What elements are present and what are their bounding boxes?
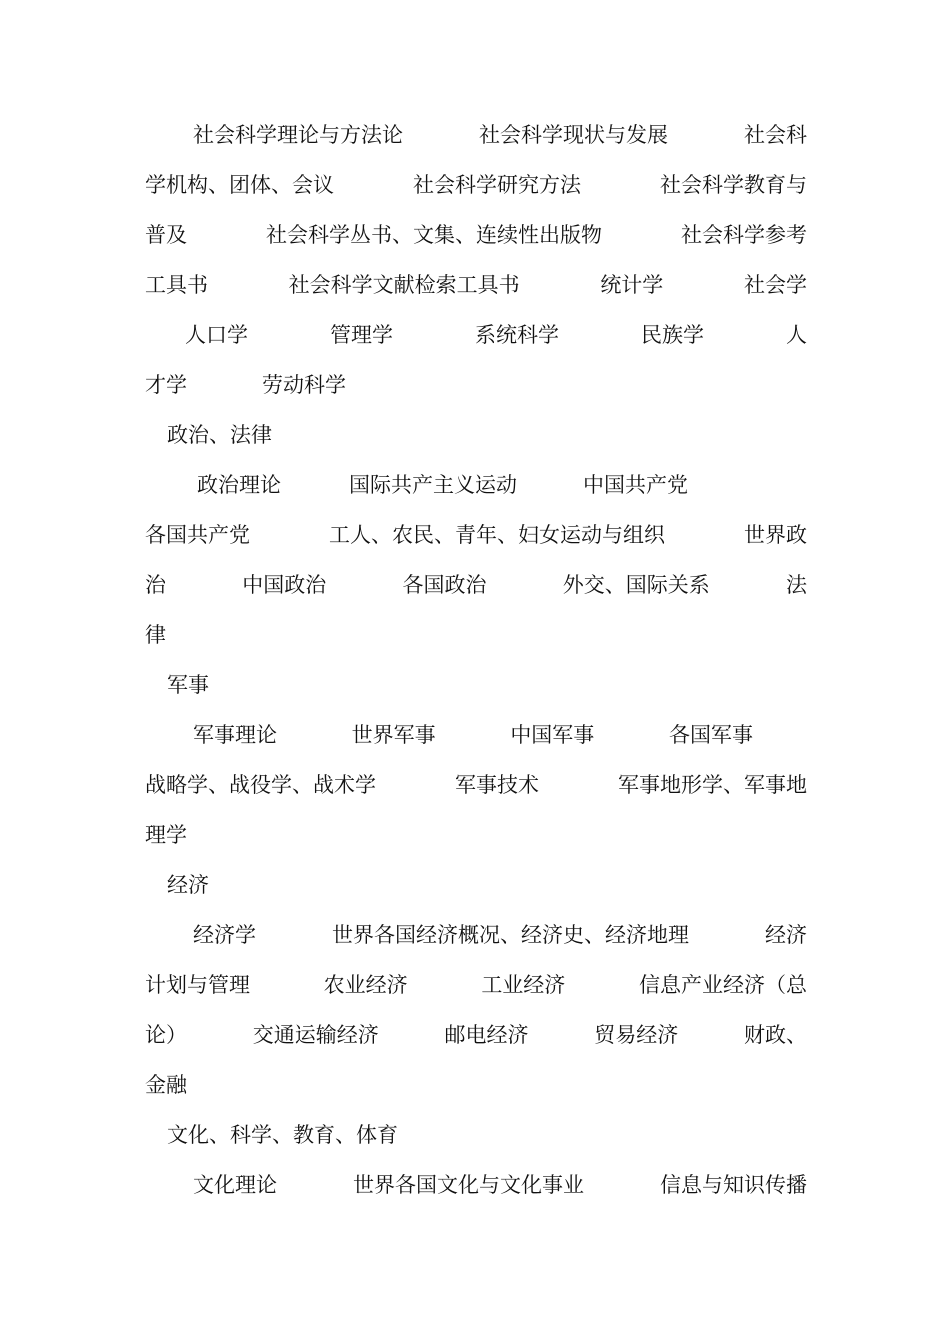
term: 世界军事	[351, 723, 436, 747]
section-heading: 文化、科学、教育、体育	[167, 1123, 398, 1147]
text-line	[145, 570, 807, 600]
term: 各国政治	[402, 573, 487, 597]
text-line	[145, 1070, 807, 1100]
term: 劳动科学	[262, 373, 346, 397]
term: 工业经济	[481, 973, 566, 997]
text-line	[145, 620, 807, 650]
text-line	[145, 920, 807, 950]
term: 社会科学现状与发展	[479, 123, 668, 147]
section-heading: 军事	[167, 673, 209, 697]
term: 财政、	[744, 1023, 807, 1047]
term: 学机构、团体、会议	[145, 173, 334, 197]
term: 军事技术	[455, 773, 539, 797]
term: 信息与知识传播	[660, 1173, 807, 1197]
term: 战略学、战役学、战术学	[145, 773, 376, 797]
term: 律	[145, 623, 166, 647]
text-line	[145, 770, 807, 800]
term: 贸易经济	[594, 1023, 679, 1047]
term: 世界各国经济概况、经济史、经济地理	[332, 923, 689, 947]
term: 社会学	[743, 273, 807, 297]
term: 军事理论	[193, 723, 277, 747]
term: 论）	[145, 1023, 187, 1047]
term: 金融	[145, 1073, 187, 1097]
text-line	[145, 970, 807, 1000]
term: 中国共产党	[583, 473, 688, 497]
term: 各国共产党	[145, 523, 250, 547]
term: 经济	[765, 923, 807, 947]
term: 社会科学丛书、文集、连续性出版物	[266, 223, 602, 247]
term: 社会科学教育与	[660, 173, 807, 197]
term: 社会科学研究方法	[413, 173, 581, 197]
term: 普及	[145, 223, 187, 247]
term: 社会科学理论与方法论	[193, 123, 403, 147]
term: 交通运输经济	[252, 1023, 379, 1047]
term: 信息产业经济（总	[638, 973, 807, 997]
term: 法	[786, 573, 807, 597]
text-line	[145, 820, 807, 850]
term: 民族学	[641, 323, 704, 347]
term: 各国军事	[668, 723, 753, 747]
text-line	[145, 1020, 807, 1050]
section-heading: 经济	[167, 873, 209, 897]
text-line	[145, 120, 807, 150]
term: 文化理论	[193, 1173, 277, 1197]
term: 管理学	[330, 323, 393, 347]
term: 人	[786, 323, 807, 347]
term: 工具书	[145, 273, 208, 297]
term: 计划与管理	[145, 973, 250, 997]
text-line	[145, 270, 807, 300]
term: 理学	[145, 823, 187, 847]
term: 人口学	[185, 323, 248, 347]
text-line	[145, 520, 807, 550]
term: 世界政	[744, 523, 807, 547]
term: 国际共产主义运动	[349, 473, 517, 497]
text-line	[145, 170, 807, 200]
term: 中国政治	[242, 573, 327, 597]
term: 外交、国际关系	[562, 573, 710, 597]
text-line	[145, 220, 807, 250]
term: 社会科学参考	[681, 223, 807, 247]
term: 农业经济	[323, 973, 408, 997]
term: 治	[145, 573, 166, 597]
section-heading: 政治、法律	[167, 423, 272, 447]
term: 系统科学	[475, 323, 559, 347]
text-line	[145, 320, 807, 350]
term: 社会科学文献检索工具书	[288, 273, 520, 297]
term: 中国军事	[510, 723, 595, 747]
text-line	[145, 1170, 807, 1200]
term: 世界各国文化与文化事业	[353, 1173, 584, 1197]
term: 社会科	[744, 123, 807, 147]
text-line	[145, 370, 807, 400]
text-line	[145, 470, 807, 500]
term: 经济学	[193, 923, 256, 947]
text-line	[145, 720, 753, 750]
term: 邮电经济	[444, 1023, 529, 1047]
term: 政治理论	[197, 473, 281, 497]
term: 军事地形学、军事地	[618, 773, 807, 797]
term: 统计学	[600, 273, 664, 297]
term: 工人、农民、青年、妇女运动与组织	[329, 523, 665, 547]
term: 才学	[145, 373, 187, 397]
